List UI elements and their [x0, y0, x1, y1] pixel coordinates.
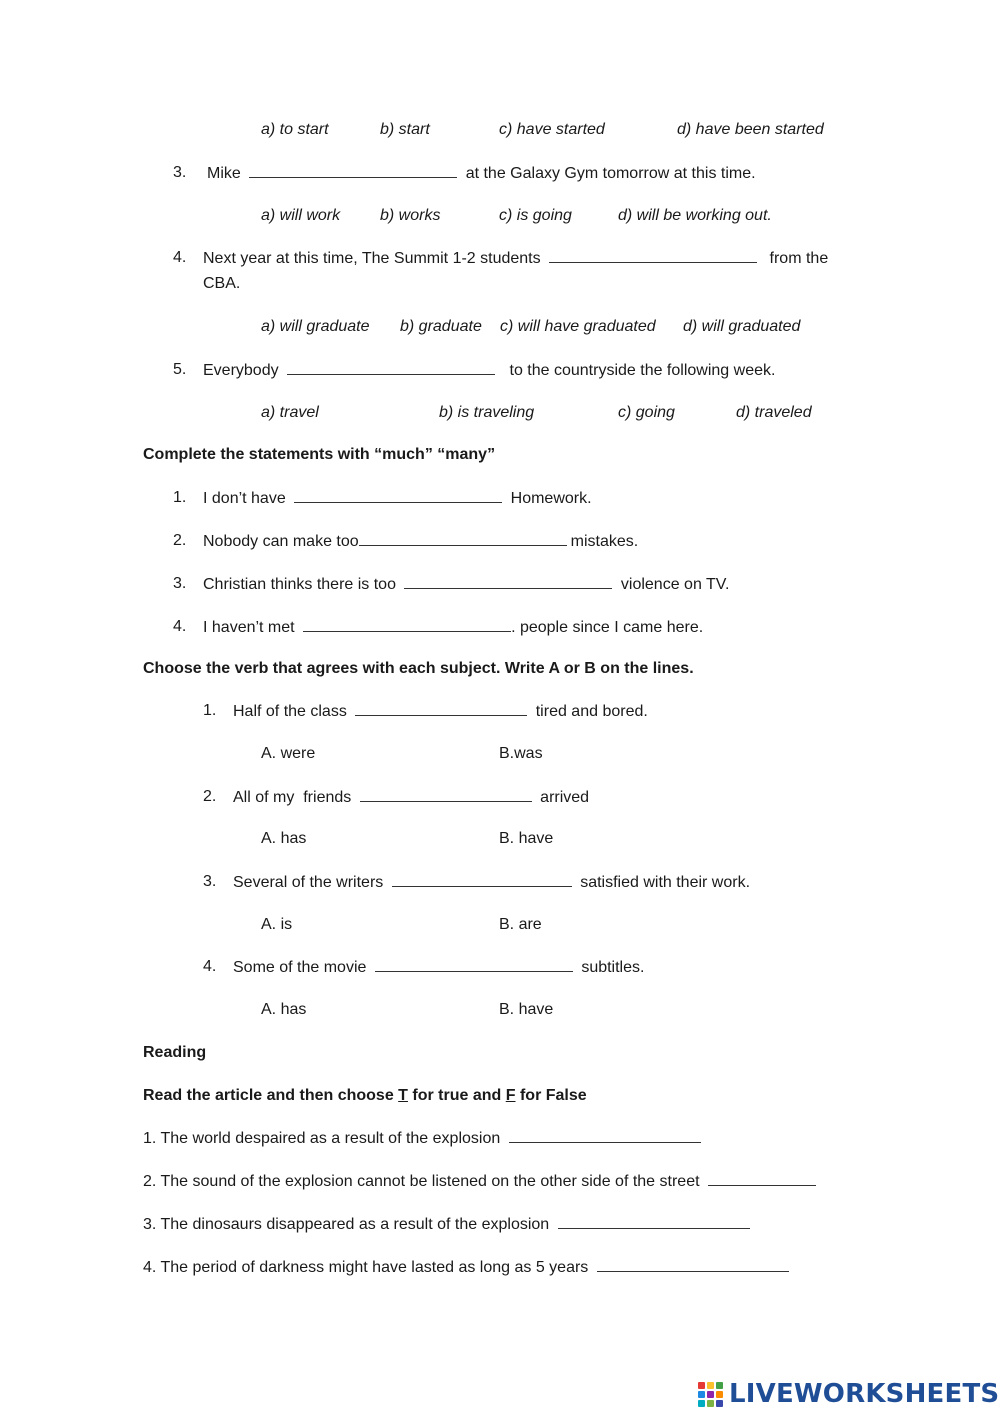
item-pre: Half of the class	[233, 703, 347, 720]
agreement-blank-4[interactable]	[375, 957, 573, 972]
agreement-option-b-3: B. are	[499, 916, 542, 933]
logo-square	[716, 1400, 723, 1407]
logo-square	[707, 1382, 714, 1389]
statement: 2. The sound of the explosion cannot be listened on the other side of the street	[143, 1173, 700, 1190]
agreement-option-a-4: A. has	[261, 1001, 307, 1018]
much-many-heading: Complete the statements with “much” “many”	[143, 446, 496, 463]
logo-square	[698, 1400, 705, 1407]
q5-post: to the countryside the following week.	[509, 362, 776, 379]
agreement-blank-1[interactable]	[355, 701, 527, 716]
statement: 1. The world despaired as a result of the explosion	[143, 1130, 501, 1147]
q4-continuation: CBA.	[203, 275, 241, 292]
true-letter: T	[398, 1087, 408, 1104]
q4-option-a: a) will graduate	[261, 318, 370, 335]
q2-option-c: c) have started	[499, 121, 605, 138]
q4-pre: Next year at this time, The Summit 1-2 students	[203, 250, 541, 267]
reading-heading: Reading	[143, 1044, 207, 1061]
item-pre: Some of the movie	[233, 959, 367, 976]
q2-option-b: b) start	[380, 121, 430, 138]
item-post: Homework.	[510, 490, 592, 507]
q2-option-a: a) to start	[261, 121, 329, 138]
much-many-item-4	[203, 617, 703, 638]
instruction-pre: Read the article and then choose	[143, 1087, 399, 1104]
agreement-item-2	[233, 787, 589, 808]
item-pre: All of my friends	[233, 789, 352, 806]
reading-item-1	[143, 1128, 705, 1149]
agreement-number-3: 3.	[203, 873, 217, 890]
q2-option-d: d) have been started	[677, 121, 824, 138]
item-pre: I don’t have	[203, 490, 286, 507]
much-many-item-3	[203, 574, 729, 595]
reading-item-2	[143, 1171, 820, 1192]
q5-pre: Everybody	[203, 362, 279, 379]
statement: 3. The dinosaurs disappeared as a result of the explosion	[143, 1216, 550, 1233]
item-post: subtitles.	[581, 959, 645, 976]
agreement-number-4: 4.	[203, 958, 217, 975]
reading-blank-4[interactable]	[597, 1257, 789, 1272]
logo-square	[698, 1382, 705, 1389]
agreement-number-1: 1.	[203, 702, 217, 719]
q3-pre: Mike	[207, 165, 241, 182]
agreement-blank-2[interactable]	[360, 787, 532, 802]
item-pre: I haven’t met	[203, 619, 295, 636]
reading-blank-2[interactable]	[708, 1171, 816, 1186]
q3-option-b: b) works	[380, 207, 441, 224]
agreement-heading: Choose the verb that agrees with each subject. Write A or B on the lines.	[143, 660, 694, 677]
item-pre: Christian thinks there is too	[203, 576, 396, 593]
q5-option-a: a) travel	[261, 404, 319, 421]
logo-square	[707, 1391, 714, 1398]
q3-blank[interactable]	[249, 163, 457, 178]
much-many-number-4: 4.	[173, 618, 187, 635]
item-pre: Several of the writers	[233, 874, 384, 891]
agreement-option-a-1: A. were	[261, 745, 316, 762]
reading-item-3	[143, 1214, 754, 1235]
logo-square	[698, 1391, 705, 1398]
much-many-number-1: 1.	[173, 489, 187, 506]
statement: 4. The period of darkness might have lasted as long as 5 years	[143, 1259, 589, 1276]
agreement-number-2: 2.	[203, 788, 217, 805]
liveworksheets-logo-icon	[698, 1382, 723, 1407]
q3-option-d: d) will be working out.	[618, 207, 772, 224]
much-many-number-3: 3.	[173, 575, 187, 592]
q3-number: 3.	[173, 164, 187, 181]
q5-option-c: c) going	[618, 404, 675, 421]
q4-post: from the	[769, 250, 829, 267]
reading-item-4	[143, 1257, 793, 1278]
instruction-mid: for true and	[407, 1087, 506, 1104]
q4-number: 4.	[173, 249, 187, 266]
q4-option-c: c) will have graduated	[500, 318, 656, 335]
q4-option-b: b) graduate	[400, 318, 482, 335]
item-post: arrived	[540, 789, 590, 806]
false-letter: F	[505, 1087, 516, 1104]
item-post: tired and bored.	[535, 703, 648, 720]
agreement-item-1	[233, 701, 648, 722]
q3-question	[207, 163, 756, 184]
agreement-option-a-2: A. has	[261, 830, 307, 847]
much-many-blank-4[interactable]	[303, 617, 511, 632]
q4-blank[interactable]	[549, 248, 757, 263]
q5-option-b: b) is traveling	[439, 404, 535, 421]
agreement-option-b-4: B. have	[499, 1001, 554, 1018]
item-post: violence on TV.	[620, 576, 730, 593]
q4-question	[203, 248, 828, 269]
q3-post: at the Galaxy Gym tomorrow at this time.	[465, 165, 756, 182]
q3-option-c: c) is going	[499, 207, 572, 224]
item-post: satisfied with their work.	[580, 874, 751, 891]
q5-question	[203, 360, 775, 381]
agreement-option-a-3: A. is	[261, 916, 293, 933]
reading-blank-3[interactable]	[558, 1214, 750, 1229]
reading-blank-1[interactable]	[509, 1128, 701, 1143]
logo-square	[716, 1391, 723, 1398]
agreement-option-b-1: B.was	[499, 745, 543, 762]
item-pre: Nobody can make too	[203, 533, 359, 550]
item-post: . people since I came here.	[511, 619, 704, 636]
much-many-blank-3[interactable]	[404, 574, 612, 589]
q5-option-d: d) traveled	[736, 404, 812, 421]
q5-blank[interactable]	[287, 360, 495, 375]
q5-number: 5.	[173, 361, 187, 378]
q4-option-d: d) will graduated	[683, 318, 801, 335]
much-many-item-1	[203, 488, 592, 509]
much-many-item-2	[203, 531, 638, 552]
liveworksheets-logo	[698, 1378, 999, 1410]
q3-option-a: a) will work	[261, 207, 341, 224]
much-many-blank-1[interactable]	[294, 488, 502, 503]
instruction-post: for False	[515, 1087, 587, 1104]
much-many-number-2: 2.	[173, 532, 187, 549]
reading-instruction	[143, 1086, 587, 1106]
much-many-blank-2[interactable]	[359, 531, 567, 546]
logo-square	[707, 1400, 714, 1407]
logo-square	[716, 1382, 723, 1389]
agreement-item-4	[233, 957, 644, 978]
agreement-blank-3[interactable]	[392, 872, 572, 887]
liveworksheets-logo-text: LIVEWORKSHEETS	[729, 1379, 1000, 1409]
agreement-option-b-2: B. have	[499, 830, 554, 847]
agreement-item-3	[233, 872, 750, 893]
item-post: mistakes.	[570, 533, 639, 550]
